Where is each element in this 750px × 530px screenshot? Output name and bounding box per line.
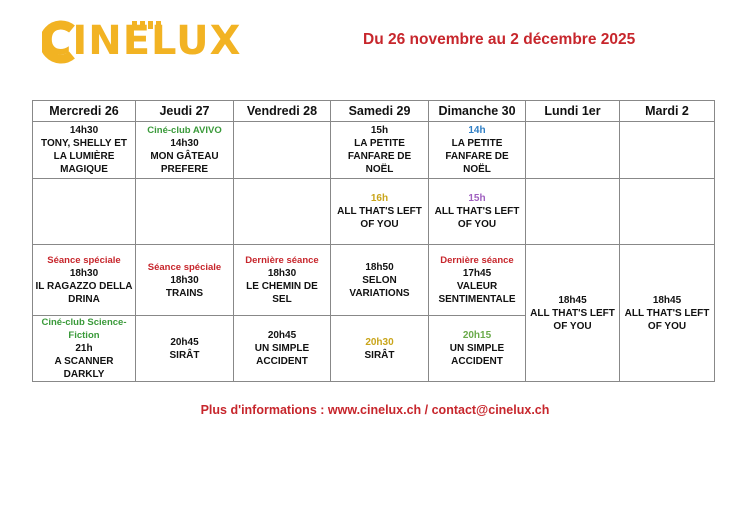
film-title: TONY, SHELLY ET LA LUMIÈRE MAGIQUE [41,138,127,175]
event-label: Ciné-club Science-Fiction [41,317,127,341]
screening-cell [234,316,331,382]
film-title: ALL THAT'S LEFT OF YOU [337,206,422,230]
screening-cell [136,122,234,179]
screening-cell [331,122,429,179]
film-title: UN SIMPLE ACCIDENT [449,343,505,367]
empty-cell [234,122,331,179]
film-title: LA PETITE FANFARE DE NOËL [445,138,509,175]
screening-time: 18h50 [365,261,394,273]
event-label: Séance spéciale [47,255,121,266]
event-label: Séance spéciale [147,261,222,273]
brand-name: CINELUX [42,18,242,64]
screening-cell [429,245,526,316]
screening-time: 20h45 [267,330,297,341]
footer-contact[interactable]: Plus d'informations : www.cinelux.ch / contact@cinelux.ch [200,403,550,417]
film-title: LA PETITE FANFARE DE NOËL [347,138,412,175]
film-title: SIRÂT [169,349,200,361]
screening-time: 20h15 [462,330,492,341]
screening-cell [136,245,234,316]
screening-cell [234,245,331,316]
screening-cell [526,245,620,382]
day-header: Samedi 29 [331,101,429,122]
day-header: Jeudi 27 [136,101,234,122]
table-row [33,122,715,179]
screening-cell [33,316,136,382]
schedule-table [32,100,715,382]
screening-cell [620,245,715,382]
screening-time: 15h [468,193,486,204]
screening-time: 18h30 [170,274,199,286]
screening-cell [331,316,429,382]
screening-cell [136,316,234,382]
screening-cell [331,179,429,245]
screening-cell [331,245,429,316]
screening-time: 18h45 [558,294,587,306]
screening-time: 18h45 [652,294,682,306]
empty-cell [136,179,234,245]
event-label: Ciné-club AVIVO [147,125,222,136]
days-header-row [33,101,715,122]
screening-time: 21h [75,343,93,354]
film-title: SIRÂT [364,349,395,361]
screening-time: 20h45 [170,336,199,348]
film-title: MON GÂTEAU PREFERE [150,151,219,175]
screening-time: 20h30 [365,336,394,348]
empty-cell [33,179,136,245]
table-row [33,179,715,245]
screening-cell [429,316,526,382]
day-header: Lundi 1er [526,101,620,122]
empty-cell [234,179,331,245]
film-title: ALL THAT'S LEFT OF YOU [530,307,615,332]
screening-cell [33,122,136,179]
screening-time: 14h30 [170,138,199,149]
screening-time: 18h30 [267,268,297,279]
film-title: LE CHEMIN DE SEL [246,281,318,305]
film-title: SELON VARIATIONS [349,274,410,299]
film-title: IL RAGAZZO DELLA DRINA [35,281,133,305]
screening-time: 14h [468,125,486,136]
day-header: Mardi 2 [620,101,715,122]
film-title: TRAINS [165,287,204,299]
event-label: Dernière séance [440,255,514,266]
empty-cell [620,122,715,179]
screening-time: 16h [370,193,389,204]
screening-time: 18h30 [69,268,99,279]
empty-cell [620,179,715,245]
empty-cell [526,179,620,245]
screening-cell [33,245,136,316]
day-header: Mercredi 26 [33,101,136,122]
week-range: Du 26 novembre au 2 décembre 2025 [363,31,636,48]
screening-cell [429,122,526,179]
day-header: Dimanche 30 [429,101,526,122]
screening-cell [429,179,526,245]
table-row [33,245,715,316]
cinelux-logo [42,20,242,64]
screening-time: 17h45 [462,268,492,279]
day-header: Vendredi 28 [234,101,331,122]
film-title: ALL THAT'S LEFT OF YOU [434,206,520,230]
empty-cell [526,122,620,179]
film-title: A SCANNER DARKLY [54,356,114,380]
film-title: UN SIMPLE ACCIDENT [254,343,310,367]
film-title: VALEUR SENTIMENTALE [438,281,516,305]
screening-time: 14h30 [69,125,99,136]
screening-time: 15h [370,125,389,136]
film-title: ALL THAT'S LEFT OF YOU [624,307,710,332]
event-label: Dernière séance [245,255,319,266]
